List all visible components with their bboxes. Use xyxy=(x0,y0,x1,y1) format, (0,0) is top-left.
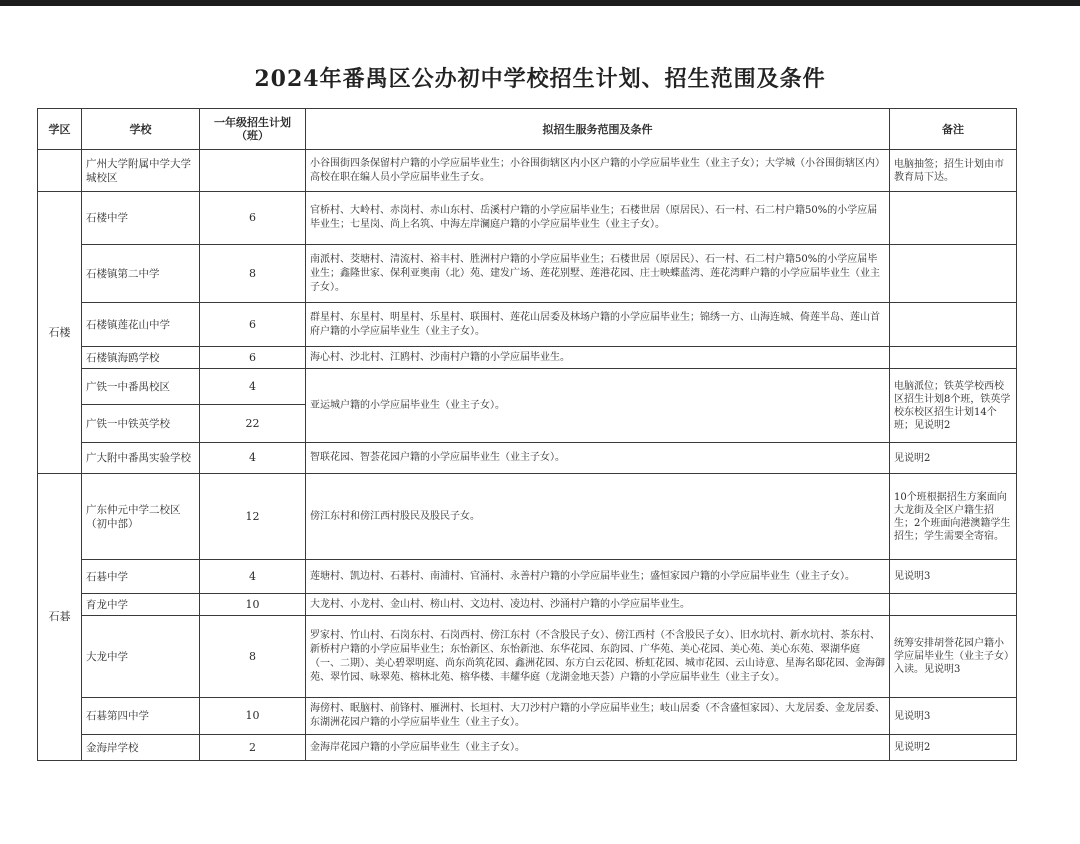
note-cell: 见说明2 xyxy=(890,735,1017,761)
plan-cell: 2 xyxy=(200,735,306,761)
scope-cell: 傍江东村和傍江西村股民及股民子女。 xyxy=(306,474,890,560)
school-cell: 广大附中番禺实验学校 xyxy=(82,443,200,474)
enrollment-table xyxy=(37,108,1017,761)
scope-cell: 金海岸花园户籍的小学应届毕业生（业主子女）。 xyxy=(306,735,890,761)
table-row xyxy=(38,443,1017,474)
note-cell: 电脑抽签；招生计划由市教育局下达。 xyxy=(890,150,1017,192)
note-cell: 统筹安排胡誉花园户籍小学应届毕业生（业主子女）入读。见说明3 xyxy=(890,616,1017,698)
plan-cell: 8 xyxy=(200,616,306,698)
table-row xyxy=(38,698,1017,735)
district-cell-empty xyxy=(38,150,82,192)
note-cell xyxy=(890,192,1017,245)
table-row xyxy=(38,616,1017,698)
plan-cell: 6 xyxy=(200,303,306,347)
school-cell: 育龙中学 xyxy=(82,594,200,616)
plan-cell: 8 xyxy=(200,245,306,303)
plan-cell: 10 xyxy=(200,698,306,735)
school-cell: 石楼镇海鸥学校 xyxy=(82,347,200,369)
scope-cell: 海傍村、眠脑村、前锋村、雁洲村、长垣村、大刀沙村户籍的小学应届毕业生；岐山居委（不含盛恒家园）、大龙居委、金龙居委、东湖洲花园户籍的小学应届毕业生（业主子女）。 xyxy=(306,698,890,735)
district-cell-shiqi: 石碁 xyxy=(38,474,82,761)
document-title: 2024年番禺区公办初中学校招生计划、招生范围及条件 xyxy=(254,66,826,92)
scope-cell: 南派村、茭塘村、清流村、裕丰村、胜洲村户籍的小学应届毕业生；石楼世居（原居民）、石一村、石二村户籍50%的小学应届毕业生；鑫隆世家、保利亚奥南（北）苑、建发广场、莲花别墅、莲港花园、庄士映蝶蓝湾、莲花湾畔户籍的小学应届毕业生（业主子女）。 xyxy=(306,245,890,303)
plan-cell: 12 xyxy=(200,474,306,560)
scope-cell: 小谷围街四条保留村户籍的小学应届毕业生；小谷围街辖区内小区户籍的小学应届毕业生（业主子女）；大学城（小谷围街辖区内）高校在职在编人员小学应届毕业生子女。 xyxy=(306,150,890,192)
table-row xyxy=(38,303,1017,347)
scope-cell: 大龙村、小龙村、金山村、榜山村、文边村、凌边村、沙涌村户籍的小学应届毕业生。 xyxy=(306,594,890,616)
plan-cell: 6 xyxy=(200,192,306,245)
plan-cell: 4 xyxy=(200,560,306,594)
table-row xyxy=(38,735,1017,761)
district-cell-shilou: 石楼 xyxy=(38,192,82,474)
school-cell: 石碁中学 xyxy=(82,560,200,594)
table-row xyxy=(38,474,1017,560)
scope-cell: 官桥村、大岭村、赤岗村、赤山东村、岳溪村户籍的小学应届毕业生；石楼世居（原居民）、石一村、石二村户籍50%的小学应届毕业生；七星岗、尚上名筑、中海左岸澜庭户籍的小学应届毕业生（业主子女）。 xyxy=(306,192,890,245)
table-row xyxy=(38,150,1017,192)
school-cell: 金海岸学校 xyxy=(82,735,200,761)
school-cell: 广铁一中铁英学校 xyxy=(82,405,200,443)
school-cell: 石碁第四中学 xyxy=(82,698,200,735)
school-cell: 广东仲元中学二校区（初中部） xyxy=(82,474,200,560)
school-cell: 广铁一中番禺校区 xyxy=(82,369,200,405)
note-cell: 见说明3 xyxy=(890,698,1017,735)
note-cell xyxy=(890,347,1017,369)
table-row xyxy=(38,192,1017,245)
note-cell-merged: 电脑派位；铁英学校西校区招生计划8个班，铁英学校东校区招生计划14个班；见说明2 xyxy=(890,369,1017,443)
note-cell: 见说明3 xyxy=(890,560,1017,594)
school-cell: 广州大学附属中学大学城校区 xyxy=(82,150,200,192)
header-note: 备注 xyxy=(890,109,1017,150)
scope-cell: 莲塘村、凯边村、石碁村、南浦村、官涌村、永善村户籍的小学应届毕业生；盛恒家园户籍的小学应届毕业生（业主子女）。 xyxy=(306,560,890,594)
top-bar xyxy=(0,0,1080,6)
header-district: 学区 xyxy=(38,109,82,150)
table-row xyxy=(38,347,1017,369)
plan-cell: 22 xyxy=(200,405,306,443)
scope-cell: 群星村、东星村、明星村、乐星村、联围村、莲花山居委及林场户籍的小学应届毕业生；锦绣一方、山海连城、倚莲半岛、莲山首府户籍的小学应届毕业生（业主子女）。 xyxy=(306,303,890,347)
plan-cell: 4 xyxy=(200,369,306,405)
school-cell: 石楼镇莲花山中学 xyxy=(82,303,200,347)
school-cell: 石楼镇第二中学 xyxy=(82,245,200,303)
school-cell: 石楼中学 xyxy=(82,192,200,245)
plan-cell: 10 xyxy=(200,594,306,616)
scope-cell-merged: 亚运城户籍的小学应届毕业生（业主子女）。 xyxy=(306,369,890,443)
table-row xyxy=(38,245,1017,303)
table-row xyxy=(38,369,1017,405)
note-cell xyxy=(890,594,1017,616)
plan-cell xyxy=(200,150,306,192)
plan-cell: 4 xyxy=(200,443,306,474)
header-scope: 拟招生服务范围及条件 xyxy=(306,109,890,150)
note-cell xyxy=(890,303,1017,347)
note-cell xyxy=(890,245,1017,303)
table-header-row xyxy=(38,109,1017,150)
scope-cell: 罗家村、竹山村、石岗东村、石岗西村、傍江东村（不含股民子女）、傍江西村（不含股民子女）、旧水坑村、新水坑村、茶东村、新桥村户籍的小学应届毕业生；东怡新区、东怡新池、东华花园、东韵园、广华苑、美心花园、美心苑、美心东苑、翠湖华庭（一、二期）、美心碧翠明庭、尚东尚筑花园、鑫洲花园、东方白云花园、桥虹花园、城市花园、云山诗意、星海名邸花园、金海御苑、翠竹园、咏翠苑、榕林北苑、榕华楼、丰耀华庭（龙湖金地天荟）户籍的小学应届毕业生（业主子女）。 xyxy=(306,616,890,698)
table-row xyxy=(38,560,1017,594)
scope-cell: 智联花园、智荟花园户籍的小学应届毕业生（业主子女）。 xyxy=(306,443,890,474)
header-school: 学校 xyxy=(82,109,200,150)
table-row xyxy=(38,594,1017,616)
note-cell: 10个班根据招生方案面向大龙街及全区户籍生招生；2个班面向港澳籍学生招生；学生需要全寄宿。 xyxy=(890,474,1017,560)
school-cell: 大龙中学 xyxy=(82,616,200,698)
scope-cell: 海心村、沙北村、江鸥村、沙南村户籍的小学应届毕业生。 xyxy=(306,347,890,369)
header-plan: 一年级招生计划（班） xyxy=(200,109,306,150)
note-cell: 见说明2 xyxy=(890,443,1017,474)
plan-cell: 6 xyxy=(200,347,306,369)
